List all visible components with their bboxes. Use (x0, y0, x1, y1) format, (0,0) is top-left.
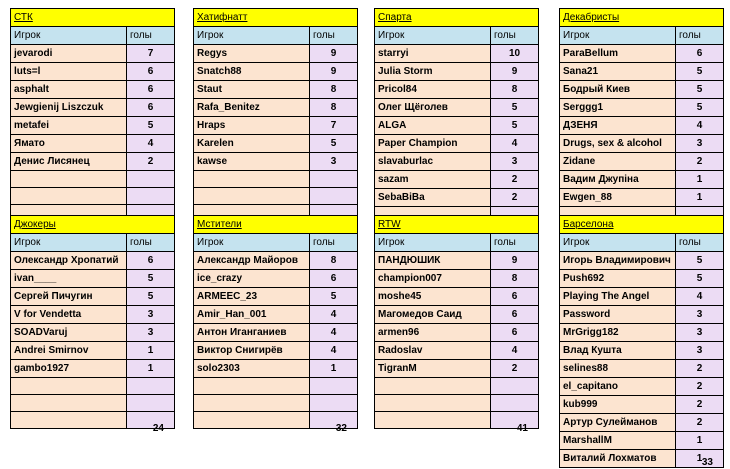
table-row (560, 63, 724, 81)
team-table (193, 8, 357, 222)
table-row (11, 378, 175, 395)
table-row (375, 117, 539, 135)
player-name: Drugs, sex & alcohol (560, 135, 676, 153)
table-row (194, 63, 358, 81)
player-name: Олег Щёголев (375, 99, 491, 117)
table-row (11, 188, 175, 205)
table-row (375, 171, 539, 189)
player-goals: 4 (127, 135, 175, 153)
player-name: V for Vendetta (11, 306, 127, 324)
player-name: luts=l (11, 63, 127, 81)
player-goals: 5 (310, 135, 358, 153)
column-header-goals: голы (127, 27, 175, 45)
player-goals: 3 (127, 306, 175, 324)
player-name: Виктор Снигирёв (194, 342, 310, 360)
column-header-goals: голы (127, 234, 175, 252)
player-goals: 9 (310, 63, 358, 81)
player-goals: 3 (676, 342, 724, 360)
player-goals: 9 (491, 252, 539, 270)
player-name: Zidane (560, 153, 676, 171)
table-row (560, 342, 724, 360)
column-header-goals: голы (491, 27, 539, 45)
player-name: Regys (194, 45, 310, 63)
player-name: ДЗЕНЯ (560, 117, 676, 135)
player-goals (127, 171, 175, 188)
player-goals: 2 (491, 171, 539, 189)
player-goals: 4 (676, 288, 724, 306)
player-name: ivan____ (11, 270, 127, 288)
column-header-player: Игрок (375, 234, 491, 252)
player-goals (310, 378, 358, 395)
team-name: СТК (11, 9, 175, 27)
table-row (194, 117, 358, 135)
table-row (560, 153, 724, 171)
table-row (560, 288, 724, 306)
table-row (194, 153, 358, 171)
player-goals: 7 (310, 117, 358, 135)
table-row (560, 81, 724, 99)
table-row (560, 378, 724, 396)
table-row (375, 45, 539, 63)
player-name: Вадим Джупіна (560, 171, 676, 189)
column-header-player: Игрок (375, 27, 491, 45)
table-row (11, 252, 175, 270)
player-name (194, 395, 310, 412)
player-goals (491, 395, 539, 412)
table-row (194, 306, 358, 324)
player-name: gambo1927 (11, 360, 127, 378)
player-name: moshe45 (375, 288, 491, 306)
player-goals (127, 395, 175, 412)
team-name: Спарта (375, 9, 539, 27)
player-name: Julia Storm (375, 63, 491, 81)
player-goals: 6 (491, 324, 539, 342)
table-row (560, 414, 724, 432)
table-row (375, 135, 539, 153)
player-goals: 5 (491, 117, 539, 135)
player-name: Hraps (194, 117, 310, 135)
player-goals: 4 (310, 324, 358, 342)
column-header-goals: голы (676, 234, 724, 252)
player-name: Rafa_Benitez (194, 99, 310, 117)
player-goals (310, 188, 358, 205)
player-name: Сергей Пичугин (11, 288, 127, 306)
player-name (194, 188, 310, 205)
player-goals: 3 (676, 324, 724, 342)
player-name: champion007 (375, 270, 491, 288)
table-row (560, 99, 724, 117)
player-name (375, 378, 491, 395)
table-row (11, 99, 175, 117)
table-row (560, 117, 724, 135)
table-row (560, 135, 724, 153)
table-row (560, 252, 724, 270)
column-header-player: Игрок (11, 234, 127, 252)
player-name: starryi (375, 45, 491, 63)
table-row (11, 306, 175, 324)
player-name: Jewgienij Liszczuk (11, 99, 127, 117)
table-row (375, 81, 539, 99)
column-header-player: Игрок (194, 234, 310, 252)
table-row (11, 288, 175, 306)
player-name: Radoslav (375, 342, 491, 360)
scorers-table (559, 215, 724, 468)
player-goals: 1 (127, 360, 175, 378)
player-goals: 6 (127, 63, 175, 81)
table-row (375, 395, 539, 412)
player-goals: 6 (491, 288, 539, 306)
player-goals: 5 (491, 99, 539, 117)
table-row (375, 342, 539, 360)
table-row (11, 153, 175, 171)
table-row (375, 270, 539, 288)
player-goals: 3 (491, 153, 539, 171)
player-name: Ewgen_88 (560, 189, 676, 207)
table-row (375, 324, 539, 342)
player-goals (310, 395, 358, 412)
table-row (560, 306, 724, 324)
player-goals: 3 (676, 306, 724, 324)
table-row (560, 396, 724, 414)
player-goals: 6 (491, 306, 539, 324)
table-row (194, 395, 358, 412)
player-name: Магомедов Саид (375, 306, 491, 324)
player-goals: 2 (491, 189, 539, 207)
player-goals: 3 (127, 324, 175, 342)
table-row (194, 188, 358, 205)
table-row (194, 288, 358, 306)
player-goals (127, 188, 175, 205)
table-row (375, 306, 539, 324)
player-goals: 2 (676, 396, 724, 414)
column-header-goals: голы (676, 27, 724, 45)
player-goals: 5 (127, 270, 175, 288)
player-goals: 2 (676, 153, 724, 171)
player-goals: 7 (127, 45, 175, 63)
player-name: Олександр Хропатий (11, 252, 127, 270)
table-row (194, 360, 358, 378)
column-header-player: Игрок (194, 27, 310, 45)
table-row (11, 324, 175, 342)
player-goals: 1 (310, 360, 358, 378)
player-name: SebaBiBa (375, 189, 491, 207)
player-goals: 5 (676, 252, 724, 270)
player-goals: 8 (491, 270, 539, 288)
player-name: ПАНДЮШИК (375, 252, 491, 270)
player-goals: 4 (491, 342, 539, 360)
player-name: Snatch88 (194, 63, 310, 81)
scorers-table (10, 8, 175, 222)
player-name: Andrei Smirnov (11, 342, 127, 360)
team-table (193, 215, 357, 429)
table-row (11, 342, 175, 360)
player-goals: 2 (491, 360, 539, 378)
scorers-table (374, 215, 539, 429)
table-row (194, 342, 358, 360)
player-goals: 1 (676, 189, 724, 207)
player-name: ice_crazy (194, 270, 310, 288)
player-goals: 2 (676, 414, 724, 432)
player-name: MarshallM (560, 432, 676, 450)
column-header-player: Игрок (560, 234, 676, 252)
player-name: Karelen (194, 135, 310, 153)
player-name: Ямато (11, 135, 127, 153)
player-name: armen96 (375, 324, 491, 342)
table-row (194, 135, 358, 153)
player-name: SOADVaruj (11, 324, 127, 342)
table-row (560, 45, 724, 63)
player-goals: 6 (127, 99, 175, 117)
team-total-goals: 33 (701, 457, 713, 468)
player-goals: 4 (676, 117, 724, 135)
table-row (194, 99, 358, 117)
column-header-goals: голы (310, 27, 358, 45)
player-goals (491, 378, 539, 395)
table-row (560, 360, 724, 378)
table-row (194, 171, 358, 188)
player-name: ALGA (375, 117, 491, 135)
player-name: Влад Кушта (560, 342, 676, 360)
player-name (194, 171, 310, 188)
scorers-table (559, 8, 724, 224)
table-row (375, 360, 539, 378)
player-goals: 10 (491, 45, 539, 63)
player-name: Paper Champion (375, 135, 491, 153)
column-header-player: Игрок (560, 27, 676, 45)
table-row (194, 45, 358, 63)
player-goals: 6 (310, 270, 358, 288)
table-row (194, 378, 358, 395)
column-header-goals: голы (310, 234, 358, 252)
player-goals: 4 (310, 342, 358, 360)
player-goals: 2 (127, 153, 175, 171)
team-table (374, 215, 538, 429)
player-goals: 5 (127, 288, 175, 306)
table-row (560, 324, 724, 342)
player-name (11, 171, 127, 188)
player-name: Password (560, 306, 676, 324)
player-name: ParaBellum (560, 45, 676, 63)
team-name: Декабристы (560, 9, 724, 27)
player-goals: 8 (491, 81, 539, 99)
team-table (559, 215, 723, 468)
table-row (11, 360, 175, 378)
player-goals: 9 (310, 45, 358, 63)
table-row (560, 270, 724, 288)
team-name: Хатифнатт (194, 9, 358, 27)
team-name: Барселона (560, 216, 724, 234)
player-name: Бодрый Киев (560, 81, 676, 99)
team-table (10, 215, 174, 429)
player-name: MrGrigg182 (560, 324, 676, 342)
team-name: Джокеры (11, 216, 175, 234)
table-row (11, 117, 175, 135)
column-header-goals: голы (491, 234, 539, 252)
player-name: jevarodi (11, 45, 127, 63)
player-goals: 6 (127, 252, 175, 270)
player-name: Staut (194, 81, 310, 99)
player-name: Sana21 (560, 63, 676, 81)
player-goals: 2 (676, 360, 724, 378)
player-name: sazam (375, 171, 491, 189)
team-name: Мстители (194, 216, 358, 234)
table-row (194, 81, 358, 99)
table-row (375, 99, 539, 117)
scorers-table (10, 215, 175, 429)
table-row (375, 378, 539, 395)
player-name: Amir_Han_001 (194, 306, 310, 324)
table-row (194, 252, 358, 270)
team-total-goals: 32 (335, 423, 347, 434)
player-name: Serggg1 (560, 99, 676, 117)
player-name: Виталий Лохматов (560, 450, 676, 468)
player-name: kawse (194, 153, 310, 171)
player-name: el_capitano (560, 378, 676, 396)
player-name: kub999 (560, 396, 676, 414)
player-goals: 8 (310, 252, 358, 270)
table-row (375, 252, 539, 270)
player-name: slavaburlac (375, 153, 491, 171)
player-goals: 5 (676, 81, 724, 99)
player-name: Артур Сулейманов (560, 414, 676, 432)
player-name: selines88 (560, 360, 676, 378)
player-name (375, 395, 491, 412)
team-total-goals: 24 (152, 423, 164, 434)
table-row (194, 324, 358, 342)
table-row (11, 135, 175, 153)
player-goals: 5 (676, 63, 724, 81)
player-goals: 1 (676, 450, 724, 468)
table-row (11, 81, 175, 99)
player-name (11, 395, 127, 412)
table-row (11, 270, 175, 288)
table-row (375, 153, 539, 171)
table-row (194, 270, 358, 288)
table-row (560, 171, 724, 189)
table-row (560, 189, 724, 207)
scorers-table (193, 8, 358, 222)
scorers-table (193, 215, 358, 429)
column-header-player: Игрок (11, 27, 127, 45)
player-name: Playing The Angel (560, 288, 676, 306)
player-goals (127, 378, 175, 395)
player-name: Денис Лисянец (11, 153, 127, 171)
player-goals: 8 (310, 99, 358, 117)
player-goals: 1 (676, 171, 724, 189)
player-goals: 5 (310, 288, 358, 306)
table-row (11, 395, 175, 412)
player-goals (310, 171, 358, 188)
table-row (375, 63, 539, 81)
player-goals: 4 (310, 306, 358, 324)
table-row (11, 45, 175, 63)
player-goals: 1 (127, 342, 175, 360)
team-table (559, 8, 723, 224)
player-name: Push692 (560, 270, 676, 288)
scorers-table (374, 8, 539, 224)
player-goals: 6 (676, 45, 724, 63)
player-goals: 5 (676, 270, 724, 288)
player-goals: 6 (127, 81, 175, 99)
table-row (11, 171, 175, 188)
player-goals: 5 (127, 117, 175, 135)
team-total-goals: 41 (516, 423, 528, 434)
player-name: metafei (11, 117, 127, 135)
player-goals: 1 (676, 432, 724, 450)
player-name: Pricol84 (375, 81, 491, 99)
player-name (194, 378, 310, 395)
player-goals: 8 (310, 81, 358, 99)
player-name: asphalt (11, 81, 127, 99)
player-name (11, 188, 127, 205)
table-row (375, 288, 539, 306)
player-name: TigranM (375, 360, 491, 378)
player-goals: 9 (491, 63, 539, 81)
table-row (375, 189, 539, 207)
team-table (374, 8, 538, 224)
table-row (11, 63, 175, 81)
player-name: Антон Иганганиев (194, 324, 310, 342)
team-name: RTW (375, 216, 539, 234)
player-goals: 5 (676, 99, 724, 117)
player-name (11, 378, 127, 395)
player-name: solo2303 (194, 360, 310, 378)
player-goals: 2 (676, 378, 724, 396)
player-name: Игорь Владимирович (560, 252, 676, 270)
player-goals: 4 (491, 135, 539, 153)
player-goals: 3 (310, 153, 358, 171)
team-table (10, 8, 174, 222)
player-name: ARMEEC_23 (194, 288, 310, 306)
player-goals: 3 (676, 135, 724, 153)
player-name: Александр Майоров (194, 252, 310, 270)
